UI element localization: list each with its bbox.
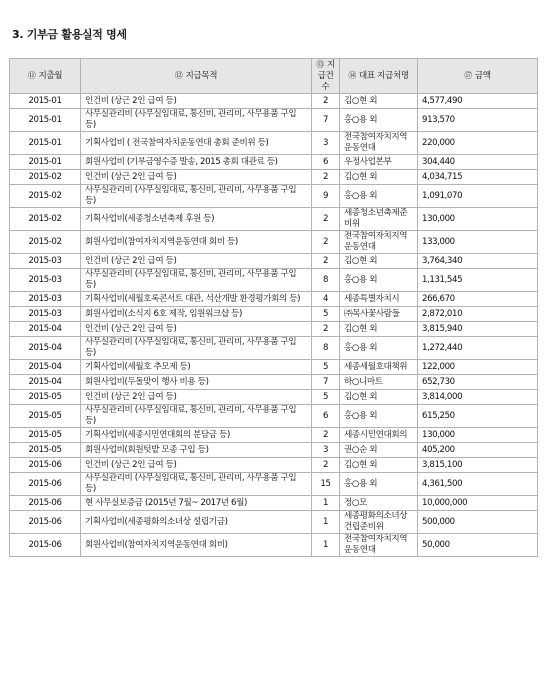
header-label: 지급목적: [185, 71, 218, 81]
cell-count: 1: [312, 496, 340, 511]
cell-month: 2015-03: [10, 254, 81, 269]
table-row: [10, 428, 538, 443]
cell-purpose: 기획사업비(세월호록콘서트 대관, 석산개발 환경평가회의 등): [81, 292, 312, 307]
header-amount: [418, 59, 538, 94]
cell-recipient: 전국참여자치지역운동연대: [340, 534, 418, 557]
cell-amount: 4,361,500: [418, 473, 538, 496]
cell-recipient: 김○현 외: [340, 458, 418, 473]
table-row: [10, 155, 538, 170]
cell-month: 2015-01: [10, 109, 81, 132]
cell-month: 2015-01: [10, 132, 81, 155]
cell-purpose: 사무실관리비 (사무실임대료, 통신비, 관리비, 사무용품 구입 등): [81, 185, 312, 208]
table-row: [10, 170, 538, 185]
cell-month: 2015-02: [10, 185, 81, 208]
table-row: [10, 473, 538, 496]
cell-count: 1: [312, 511, 340, 534]
cell-month: 2015-06: [10, 473, 81, 496]
cell-purpose: 회원사업비(소식지 6호 제작, 임원워크샵 등): [81, 307, 312, 322]
cell-amount: 3,814,000: [418, 390, 538, 405]
cell-month: 2015-06: [10, 496, 81, 511]
cell-purpose: 사무실관리비 (사무실임대료, 통신비, 관리비, 사무용품 구입 등): [81, 473, 312, 496]
cell-month: 2015-05: [10, 405, 81, 428]
cell-recipient: 정○모: [340, 496, 418, 511]
cell-amount: 615,250: [418, 405, 538, 428]
header-purpose: [81, 59, 312, 94]
cell-count: 3: [312, 132, 340, 155]
cell-count: 8: [312, 337, 340, 360]
cell-recipient: ㈜목사꽃사람들: [340, 307, 418, 322]
cell-recipient: 권○순 외: [340, 443, 418, 458]
table-row: [10, 208, 538, 231]
cell-amount: 50,000: [418, 534, 538, 557]
cell-count: 2: [312, 322, 340, 337]
cell-purpose: 회원사업비 (기부금영수증 발송, 2015 총회 대관료 등): [81, 155, 312, 170]
table-row: [10, 94, 538, 109]
cell-purpose: 사무실관리비 (사무실임대료, 통신비, 관리비, 사무용품 구입 등): [81, 337, 312, 360]
cell-amount: 2,872,010: [418, 307, 538, 322]
cell-count: 2: [312, 94, 340, 109]
cell-purpose: 인건비 (상근 2인 급여 등): [81, 170, 312, 185]
cell-recipient: 김○현 외: [340, 254, 418, 269]
cell-month: 2015-02: [10, 208, 81, 231]
header-recipient: [340, 59, 418, 94]
header-count: [312, 59, 340, 94]
cell-month: 2015-03: [10, 269, 81, 292]
cell-recipient: 세종세월호대책위: [340, 360, 418, 375]
cell-purpose: 인건비 (상근 2인 급여 등): [81, 94, 312, 109]
cell-month: 2015-03: [10, 292, 81, 307]
cell-amount: 1,272,440: [418, 337, 538, 360]
header-month: [10, 59, 81, 94]
cell-amount: 1,091,070: [418, 185, 538, 208]
cell-purpose: 회원사업비(참여자치지역운동연대 회비): [81, 534, 312, 557]
cell-recipient: 우정사업본부: [340, 155, 418, 170]
cell-count: 5: [312, 360, 340, 375]
table-row: [10, 511, 538, 534]
cell-purpose: 인건비 (상근 2인 급여 등): [81, 390, 312, 405]
cell-month: 2015-02: [10, 170, 81, 185]
cell-count: 6: [312, 155, 340, 170]
cell-amount: 266,670: [418, 292, 538, 307]
cell-month: 2015-04: [10, 360, 81, 375]
cell-count: 2: [312, 458, 340, 473]
cell-count: 7: [312, 109, 340, 132]
cell-amount: 3,815,100: [418, 458, 538, 473]
cell-purpose: 사무실관리비 (사무실임대료, 통신비, 관리비, 사무용품 구입 등): [81, 109, 312, 132]
table-row: [10, 375, 538, 390]
cell-recipient: 세종특별자치시: [340, 292, 418, 307]
cell-amount: 4,034,715: [418, 170, 538, 185]
cell-purpose: 회원사업비(두돌맞이 행사 비용 등): [81, 375, 312, 390]
cell-month: 2015-05: [10, 428, 81, 443]
cell-month: 2015-01: [10, 155, 81, 170]
cell-count: 4: [312, 292, 340, 307]
cell-count: 9: [312, 185, 340, 208]
cell-amount: 500,000: [418, 511, 538, 534]
cell-purpose: 사무실관리비 (사무실임대료, 통신비, 관리비, 사무용품 구입 등): [81, 405, 312, 428]
cell-amount: 4,577,490: [418, 94, 538, 109]
cell-purpose: 인건비 (상근 2인 급여 등): [81, 254, 312, 269]
cell-purpose: 기획사업비(세종시민연대회의 분담금 등): [81, 428, 312, 443]
cell-count: 2: [312, 208, 340, 231]
cell-recipient: 홍○용 외: [340, 405, 418, 428]
cell-recipient: 김○현 외: [340, 94, 418, 109]
table-row: [10, 458, 538, 473]
cell-recipient: 홍○용 외: [340, 269, 418, 292]
cell-amount: 220,000: [418, 132, 538, 155]
cell-count: 2: [312, 254, 340, 269]
table-row: [10, 443, 538, 458]
table-header-row: [10, 59, 538, 94]
cell-purpose: 회원사업비(참여자치지역운동연대 회비 등): [81, 231, 312, 254]
cell-recipient: 세종평화의소녀상건립준비위: [340, 511, 418, 534]
cell-amount: 3,764,340: [418, 254, 538, 269]
cell-recipient: 세종시민연대회의: [340, 428, 418, 443]
table-row: [10, 337, 538, 360]
cell-amount: 1,131,545: [418, 269, 538, 292]
cell-purpose: 사무실관리비 (사무실임대료, 통신비, 관리비, 사무용품 구입 등): [81, 269, 312, 292]
table-row: [10, 185, 538, 208]
cell-recipient: 김○현 외: [340, 322, 418, 337]
cell-count: 7: [312, 375, 340, 390]
cell-recipient: 전국참여자치지역운동연대: [340, 132, 418, 155]
cell-month: 2015-06: [10, 458, 81, 473]
cell-amount: 10,000,000: [418, 496, 538, 511]
cell-month: 2015-03: [10, 307, 81, 322]
cell-amount: 304,440: [418, 155, 538, 170]
cell-purpose: 현 사무실보증금 (2015년 7월~ 2017년 6월): [81, 496, 312, 511]
cell-count: 8: [312, 269, 340, 292]
table-row: [10, 292, 538, 307]
cell-purpose: 인건비 (상근 2인 급여 등): [81, 458, 312, 473]
cell-recipient: 전국참여자치지역운동연대: [340, 231, 418, 254]
cell-month: 2015-04: [10, 337, 81, 360]
cell-amount: 913,570: [418, 109, 538, 132]
cell-purpose: 기획사업비(세종청소년축제 후원 등): [81, 208, 312, 231]
table-row: [10, 405, 538, 428]
cell-count: 5: [312, 390, 340, 405]
table-row: [10, 360, 538, 375]
circled-number-marker: ⑫: [174, 71, 183, 80]
header-label: 지출월: [38, 71, 63, 81]
cell-recipient: 홍○용 외: [340, 185, 418, 208]
cell-recipient: 김○현 외: [340, 390, 418, 405]
circled-number-marker: ⑰: [464, 71, 472, 80]
cell-month: 2015-06: [10, 534, 81, 557]
section-title: 3. 기부금 활용실적 명세: [12, 28, 127, 41]
circled-number-marker: ⑭: [348, 71, 356, 80]
cell-month: 2015-04: [10, 375, 81, 390]
table-row: [10, 231, 538, 254]
cell-recipient: 김○현 외: [340, 170, 418, 185]
cell-recipient: 세종청소년축제준비위: [340, 208, 418, 231]
cell-month: 2015-06: [10, 511, 81, 534]
cell-amount: 133,000: [418, 231, 538, 254]
table-row: [10, 254, 538, 269]
table-row: [10, 269, 538, 292]
table-row: [10, 390, 538, 405]
donation-usage-table: [9, 58, 538, 557]
cell-count: 3: [312, 443, 340, 458]
cell-amount: 652,730: [418, 375, 538, 390]
cell-purpose: 기획사업비(세월호 추모제 등): [81, 360, 312, 375]
cell-count: 2: [312, 428, 340, 443]
header-label: 지급건수: [317, 60, 335, 92]
table-row: [10, 132, 538, 155]
cell-amount: 130,000: [418, 428, 538, 443]
cell-recipient: 하○니마트: [340, 375, 418, 390]
cell-count: 2: [312, 231, 340, 254]
table-row: [10, 109, 538, 132]
cell-count: 1: [312, 534, 340, 557]
cell-recipient: 홍○용 외: [340, 473, 418, 496]
table-row: [10, 322, 538, 337]
circled-number-marker: ⑪: [27, 71, 36, 80]
table-row: [10, 307, 538, 322]
table-row: [10, 496, 538, 511]
header-label: 대표 지급처명: [358, 71, 409, 81]
cell-month: 2015-05: [10, 390, 81, 405]
table-row: [10, 534, 538, 557]
cell-purpose: 인건비 (상근 2인 급여 등): [81, 322, 312, 337]
cell-month: 2015-01: [10, 94, 81, 109]
cell-month: 2015-02: [10, 231, 81, 254]
table-body: [10, 94, 538, 557]
cell-purpose: 기획사업비(세종평화의소녀상 설립기금): [81, 511, 312, 534]
cell-purpose: 기획사업비 ( 전국참여자치운동연대 총회 준비위 등): [81, 132, 312, 155]
cell-count: 15: [312, 473, 340, 496]
cell-month: 2015-05: [10, 443, 81, 458]
circled-number-marker: ⑬: [316, 60, 324, 69]
cell-amount: 3,815,940: [418, 322, 538, 337]
cell-count: 2: [312, 170, 340, 185]
cell-count: 6: [312, 405, 340, 428]
cell-recipient: 홍○용 외: [340, 337, 418, 360]
cell-count: 5: [312, 307, 340, 322]
cell-amount: 130,000: [418, 208, 538, 231]
header-label: 금액: [474, 71, 491, 81]
cell-purpose: 회원사업비(회원텃밭 모종 구입 등): [81, 443, 312, 458]
cell-amount: 405,200: [418, 443, 538, 458]
cell-recipient: 홍○용 외: [340, 109, 418, 132]
cell-amount: 122,000: [418, 360, 538, 375]
cell-month: 2015-04: [10, 322, 81, 337]
